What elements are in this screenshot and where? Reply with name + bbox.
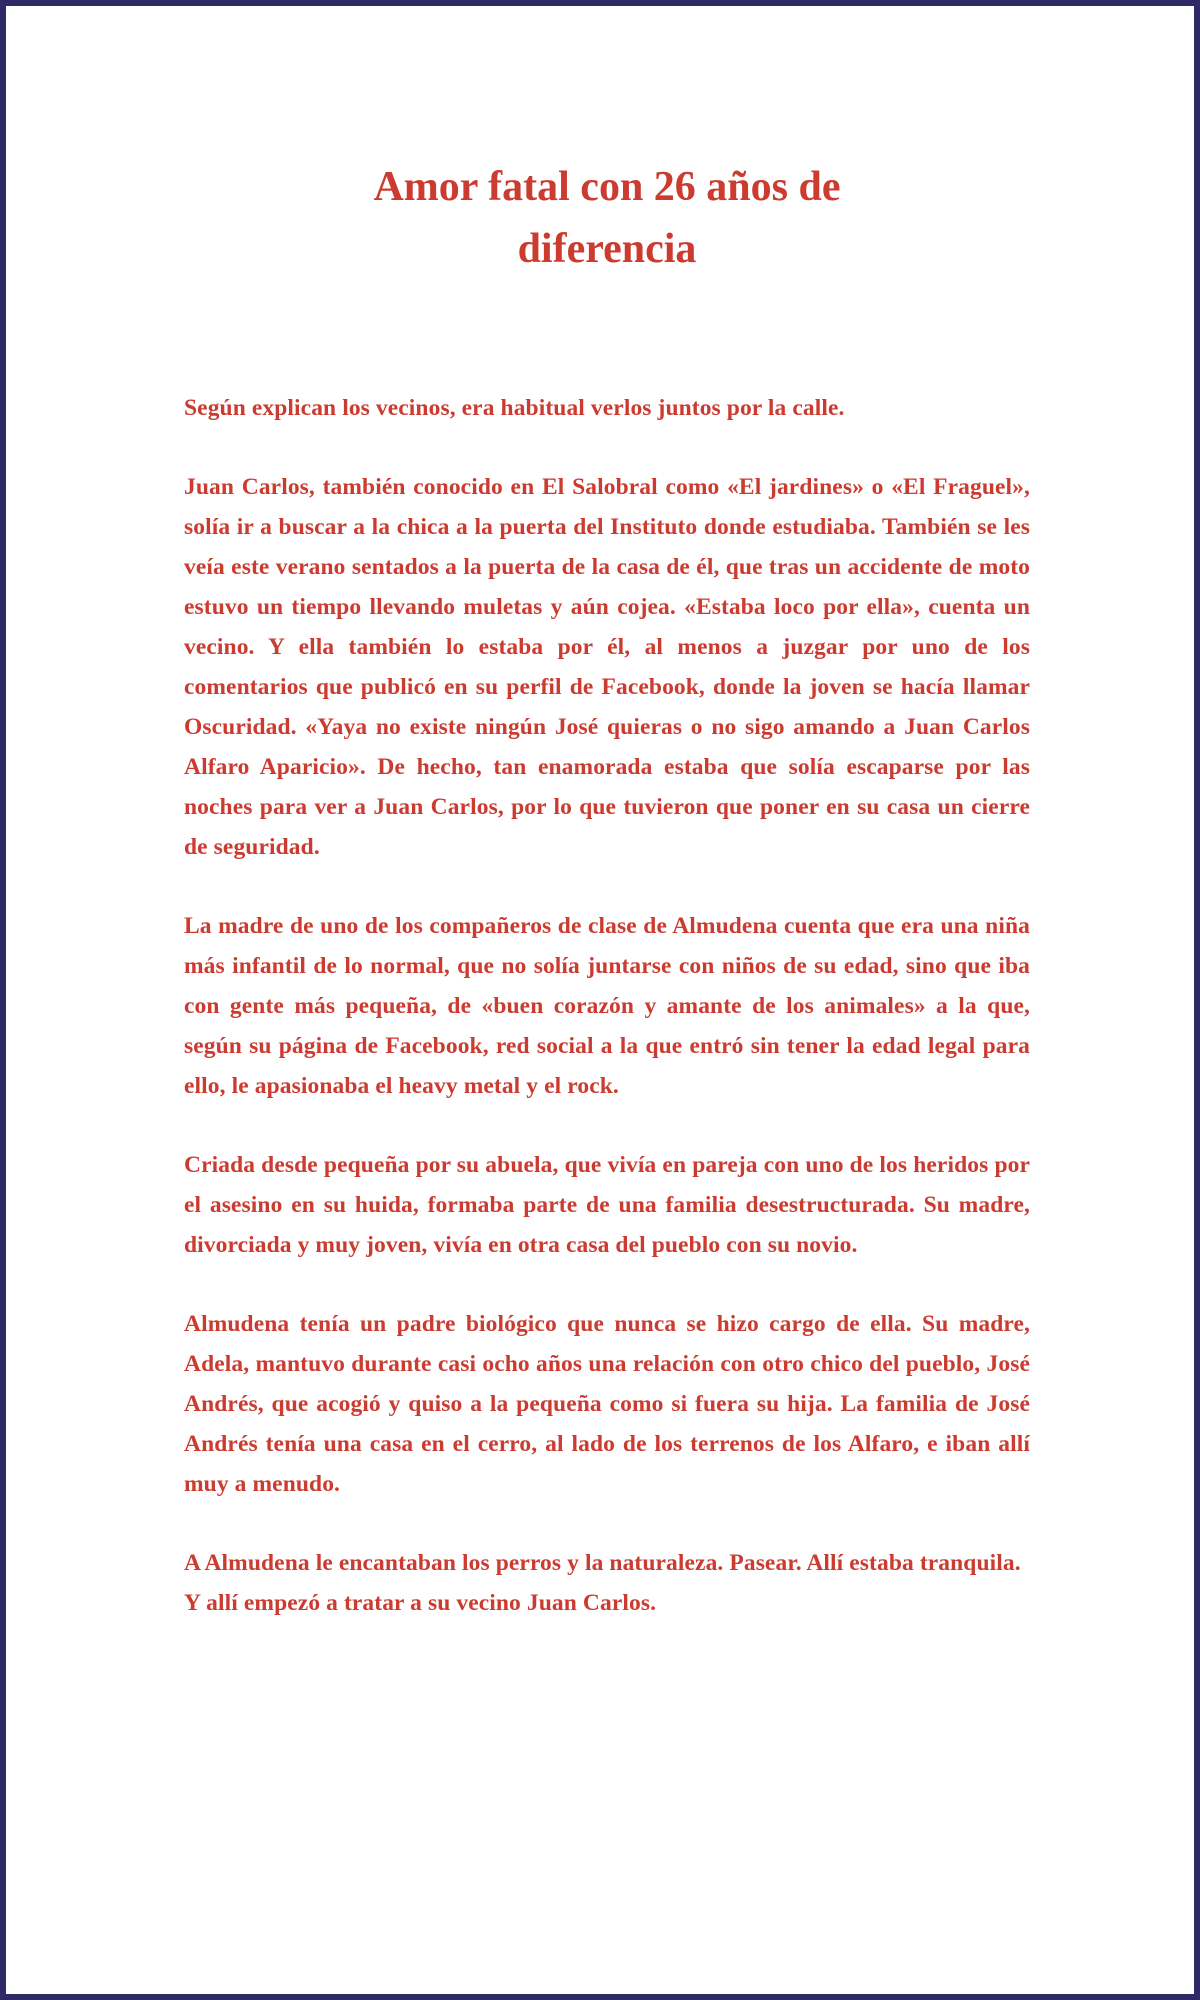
article xyxy=(184,156,1030,1662)
paragraph-3: La madre de uno de los compañeros de clase de Almudena cuenta que era una niña más infantil de lo normal, que no solía juntarse con niños de su edad, sino que iba con gente más pequeña, de «buen corazón y amante de los animales» a la que, según su página de Facebook, red social a la que entró sin tener la edad legal para ello, le apasionaba el heavy metal y el rock. xyxy=(184,913,1030,1099)
paragraph-5: Almudena tenía un padre biológico que nunca se hizo cargo de ella. Su madre, Adela, mantuvo durante casi ocho años una relación con otro chico del pueblo, José Andrés, que acogió y quiso a la pequeña como si fuera su hija. La familia de José Andrés tenía una casa en el cerro, al lado de los terrenos de los Alfaro, e iban allí muy a menudo. xyxy=(184,1311,1030,1497)
article-title xyxy=(184,156,1030,280)
paragraph-6: A Almudena le encantaban los perros y la naturaleza. Pasear. Allí estaba tranquila. Y allí empezó a tratar a su vecino Juan Carlos. xyxy=(184,1550,1021,1616)
article-body xyxy=(184,388,1030,1623)
paragraph-1: Según explican los vecinos, era habitual verlos juntos por la calle. xyxy=(184,395,845,421)
article-title-line-1: Amor fatal con 26 años de xyxy=(373,164,841,210)
article-title-line-2: diferencia xyxy=(517,226,697,272)
paragraph-2: Juan Carlos, también conocido en El Salobral como «El jardines» o «El Fraguel», solía ir a buscar a la chica a la puerta del Instituto donde estudiaba. También se les veía este verano sentados a la puerta de la casa de él, que tras un accidente de moto estuvo un tiempo llevando muletas y aún cojea. «Estaba loco por ella», cuenta un vecino. Y ella también lo estaba por él, al menos a juzgar por uno de los comentarios que publicó en su perfil de Facebook, donde la joven se hacía llamar Oscuridad. «Yaya no existe ningún José quieras o no sigo amando a Juan Carlos Alfaro Aparicio». De hecho, tan enamorada estaba que solía escaparse por las noches para ver a Juan Carlos, por lo que tuvieron que poner en su casa un cierre de seguridad. xyxy=(184,474,1030,860)
paragraph-4: Criada desde pequeña por su abuela, que vivía en pareja con uno de los heridos por el asesino en su huida, formaba parte de una familia desestructurada. Su madre, divorciada y muy joven, vivía en otra casa del pueblo con su novio. xyxy=(184,1152,1030,1258)
